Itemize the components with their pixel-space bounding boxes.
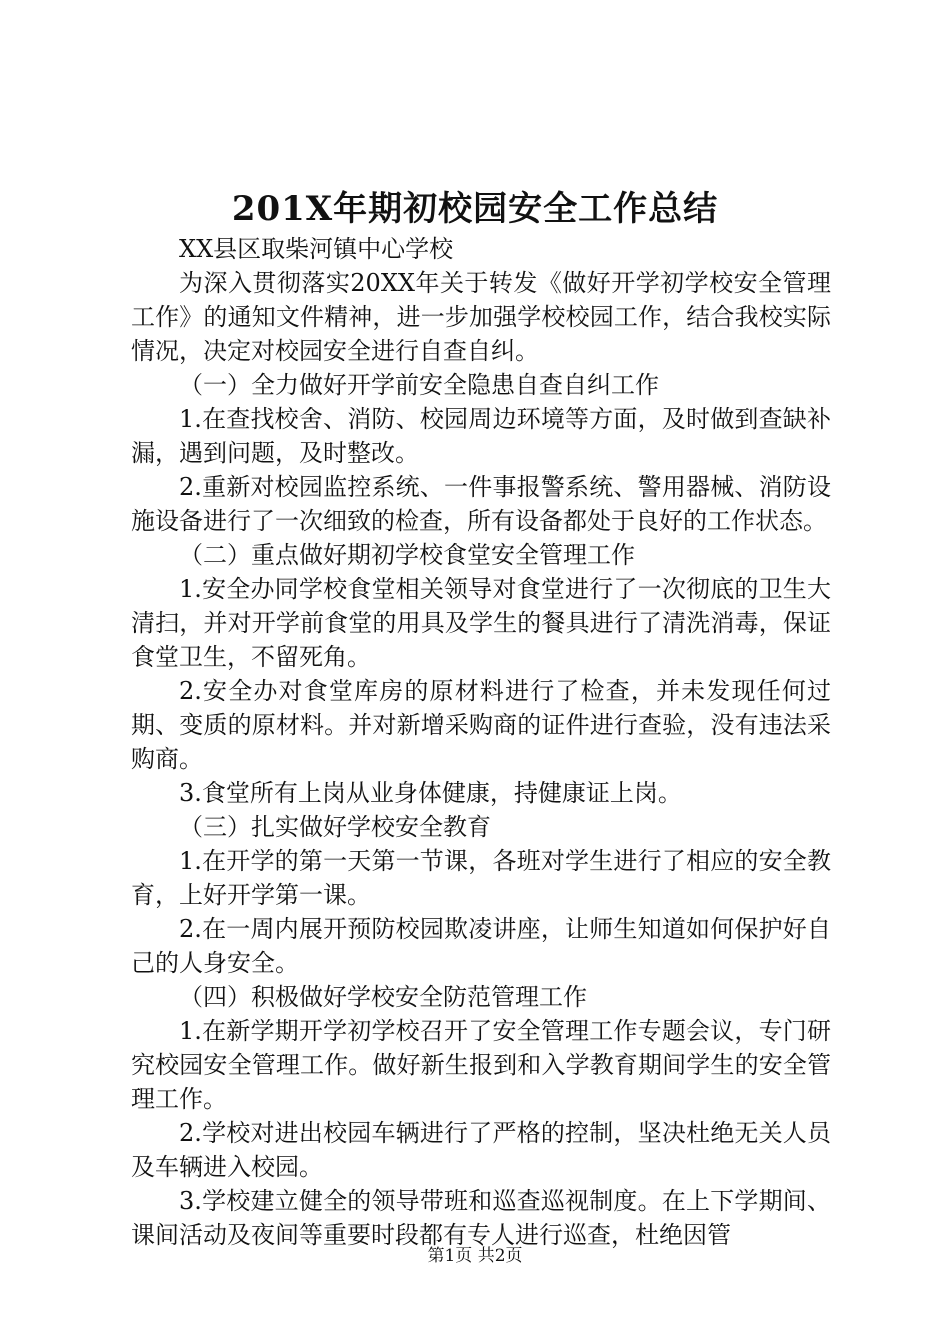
paragraph: 1.在查找校舍、消防、校园周边环境等方面，及时做到查缺补漏，遇到问题，及时整改。 — [131, 405, 831, 467]
paragraph: 2.安全办对食堂库房的原材料进行了检查，并未发现任何过期、变质的原材料。并对新增采购商的证件进行查验，没有违法采购商。 — [131, 677, 831, 773]
paragraph: 1.在新学期开学初学校召开了安全管理工作专题会议，专门研究校园安全管理工作。做好新生报到和入学教育期间学生的安全管理工作。 — [131, 1017, 831, 1113]
paragraph: 为深入贯彻落实20XX年关于转发《做好开学初学校安全管理工作》的通知文件精神，进一步加强学校校园工作，结合我校实际情况，决定对校园安全进行自查自纠。 — [131, 269, 831, 365]
page-number-footer: 第1页 共2页 — [427, 1246, 523, 1266]
paragraph: 2.在一周内展开预防校园欺凌讲座，让师生知道如何保护好自己的人身安全。 — [131, 915, 831, 977]
section-heading: （一）全力做好开学前安全隐患自查自纠工作 — [179, 371, 659, 399]
paragraph: 2.重新对校园监控系统、一件事报警系统、警用器械、消防设施设备进行了一次细致的检查，所有设备都处于良好的工作状态。 — [131, 473, 831, 535]
section-heading: （四）积极做好学校安全防范管理工作 — [179, 983, 587, 1011]
document-title: 201X年期初校园安全工作总结 — [231, 189, 719, 229]
section-heading: （二）重点做好期初学校食堂安全管理工作 — [179, 541, 635, 569]
paragraph: 1.安全办同学校食堂相关领导对食堂进行了一次彻底的卫生大清扫，并对开学前食堂的用具及学生的餐具进行了清洗消毒，保证食堂卫生，不留死角。 — [131, 575, 831, 671]
paragraph: 3.食堂所有上岗从业身体健康，持健康证上岗。 — [179, 779, 682, 807]
school-name: XX县区取柴河镇中心学校 — [179, 235, 454, 263]
document-body — [131, 232, 831, 1252]
paragraph: 2.学校对进出校园车辆进行了严格的控制，坚决杜绝无关人员及车辆进入校园。 — [131, 1119, 831, 1181]
section-heading: （三）扎实做好学校安全教育 — [179, 813, 491, 841]
paragraph: 1.在开学的第一天第一节课，各班对学生进行了相应的安全教育，上好开学第一课。 — [131, 847, 831, 909]
paragraph: 3.学校建立健全的领导带班和巡查巡视制度。在上下学期间、课间活动及夜间等重要时段都有专人进行巡查，杜绝因管 — [131, 1187, 831, 1249]
